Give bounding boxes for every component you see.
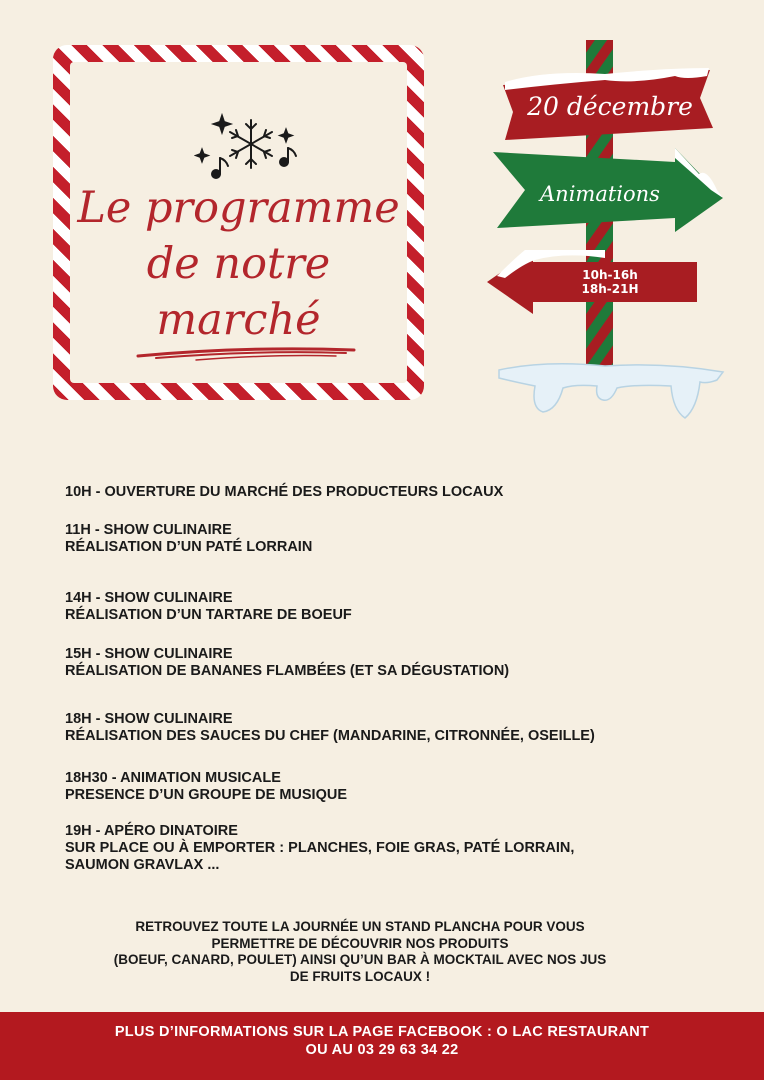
program-line: RÉALISATION D’UN TARTARE DE BOEUF (65, 607, 352, 623)
snowflake-music-icon (194, 112, 304, 184)
plancha-line: DE FRUITS LOCAUX ! (289, 968, 431, 984)
plancha-line: PERMETTRE DE DÉCOUVRIR NOS PRODUITS (211, 935, 509, 951)
title-line: marché (156, 295, 321, 345)
footer-phone-text: OU AU 03 29 63 34 22 (305, 1042, 459, 1058)
program-line: 18H30 - ANIMATION MUSICALE (65, 770, 281, 786)
animations-sign: Animations (540, 182, 660, 206)
candy-cane-frame (53, 45, 424, 400)
program-item (65, 646, 715, 680)
program-line: RÉALISATION DES SAUCES DU CHEF (MANDARINE, CITRONNÉE, OSEILLE) (65, 728, 595, 744)
hours-sign (560, 268, 660, 296)
plancha-note (60, 919, 660, 985)
plancha-line: (BOEUF, CANARD, POULET) AINSI QU’UN BAR À MOCKTAIL AVEC NOS JUS (113, 952, 607, 967)
brush-underline-icon (136, 342, 356, 362)
program-item (65, 711, 715, 745)
date-sign: 20 décembre (527, 92, 693, 121)
program-line: 11H - SHOW CULINAIRE (65, 522, 232, 538)
program-line: 15H - SHOW CULINAIRE (65, 646, 233, 662)
program-item (65, 770, 715, 804)
title-line: de notre (146, 239, 331, 289)
program-line: RÉALISATION DE BANANES FLAMBÉES (ET SA DÉGUSTATION) (65, 663, 510, 679)
program-line: SAUMON GRAVLAX ... (65, 857, 220, 873)
program-line: PRESENCE D’UN GROUPE DE MUSIQUE (65, 787, 347, 803)
program-item (65, 484, 715, 501)
hours-line: 10h-16h (582, 268, 638, 282)
program-line: 19H - APÉRO DINATOIRE (65, 823, 238, 839)
hours-line: 18h-21H (581, 282, 639, 296)
footer-banner (0, 1012, 764, 1080)
program-item (65, 522, 715, 556)
program-item (65, 823, 715, 874)
title-box (70, 62, 407, 383)
program-line: 10H - OUVERTURE DU MARCHÉ DES PRODUCTEURS LOCAUX (65, 484, 504, 500)
program-line: RÉALISATION D’UN PATÉ LORRAIN (65, 539, 313, 555)
program-line: SUR PLACE OU À EMPORTER : PLANCHES, FOIE GRAS, PATÉ LORRAIN, (65, 840, 575, 856)
program-line: 14H - SHOW CULINAIRE (65, 590, 233, 606)
title-line: Le programme (77, 183, 400, 233)
program-line: 18H - SHOW CULINAIRE (65, 711, 233, 727)
signpost (485, 40, 730, 425)
program-item (65, 590, 715, 624)
plancha-line: RETROUVEZ TOUTE LA JOURNÉE UN STAND PLANCHA POUR VOUS (135, 919, 585, 934)
page-title (70, 180, 407, 348)
footer-facebook-text: PLUS D’INFORMATIONS SUR LA PAGE FACEBOOK : O LAC RESTAURANT (114, 1024, 650, 1040)
